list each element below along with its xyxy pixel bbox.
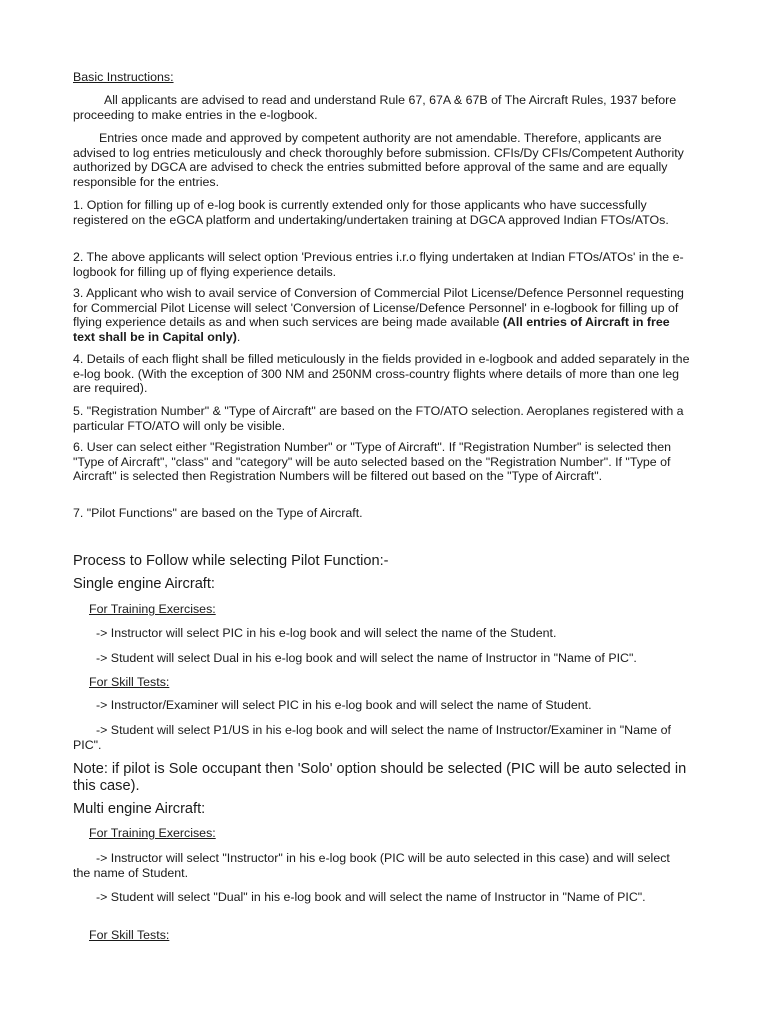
multi-skill-heading: For Skill Tests: bbox=[89, 928, 170, 942]
multi-engine-heading: Multi engine Aircraft: bbox=[73, 801, 206, 817]
instruction-item-6: 6. User can select either "Registration Number" or "Type of Aircraft". If "Registration Number" is selected then "Type of Aircraft", "class" and "category" will be auto selected based on the "Registration Number". If "Type of Aircraft" is selected then Registration Numbers will be filtered out based on the "Type of Aircraft". bbox=[73, 440, 671, 484]
multi-training-heading: For Training Exercises: bbox=[89, 826, 216, 840]
single-skill-student: -> Student will select P1/US in his e-log book and will select the name of Instructor/Examiner in "Name of PIC". bbox=[73, 723, 671, 752]
multi-training-instructor: -> Instructor will select "Instructor" in his e-log book (PIC will be auto selected in this case) and will select the name of Student. bbox=[73, 851, 670, 880]
instruction-item-5: 5. "Registration Number" & "Type of Aircraft" are based on the FTO/ATO selection. Aeroplanes registered with a particular FTO/ATO will only be visible. bbox=[73, 404, 684, 433]
basic-instructions-heading: Basic Instructions: bbox=[73, 70, 174, 84]
instruction-item-1: 1. Option for filling up of e-log book is currently extended only for those applicants who have successfully registered on the eGCA platform and undertaking/undertaken training at DGCA approved Indian FTOs/ATOs. bbox=[73, 198, 669, 227]
instruction-item-3-text: 3. Applicant who wish to avail service of Conversion of Commercial Pilot License/Defence Personnel requesting for Commercial Pilot License will select 'Conversion of License/Defence Personnel' in e-logbook for filling up of flying experience details as and when such services are being made available bbox=[73, 286, 684, 330]
solo-note: Note: if pilot is Sole occupant then 'Solo' option should be selected (PIC will be auto selected in this case). bbox=[73, 761, 687, 794]
single-training-student: -> Student will select Dual in his e-log book and will select the name of Instructor in "Name of PIC". bbox=[96, 651, 637, 665]
instruction-item-4: 4. Details of each flight shall be filled meticulously in the fields provided in e-logbook and added separately in the e-log book. (With the exception of 300 NM and 250NM cross-country flights where details of more than one leg are required). bbox=[73, 352, 690, 396]
instruction-item-3 bbox=[73, 286, 695, 344]
single-training-heading: For Training Exercises: bbox=[89, 602, 216, 616]
single-training-instructor: -> Instructor will select PIC in his e-log book and will select the name of the Student. bbox=[96, 626, 557, 640]
instruction-item-3-bold-note: (All entries of Aircraft in free text shall be in Capital only) bbox=[73, 315, 670, 344]
instruction-item-7: 7. "Pilot Functions" are based on the Type of Aircraft. bbox=[73, 506, 363, 520]
instruction-item-2: 2. The above applicants will select option 'Previous entries i.r.o flying undertaken at Indian FTOs/ATOs' in the e-logbook for filling up of flying experience details. bbox=[73, 250, 684, 279]
intro-paragraph-2: Entries once made and approved by competent authority are not amendable. Therefore, applicants are advised to log entries meticulously and check thoroughly before submission. CFIs/Dy CFIs/Competent Authority authorized by DGCA are advised to check the entries submitted before approval of the same and are equally responsible for the entries. bbox=[73, 131, 684, 189]
intro-paragraph-1: All applicants are advised to read and understand Rule 67, 67A & 67B of The Aircraft Rules, 1937 before proceeding to make entries in the e-logbook. bbox=[73, 93, 677, 122]
process-heading: Process to Follow while selecting Pilot Function:- bbox=[73, 553, 389, 569]
single-engine-heading: Single engine Aircraft: bbox=[73, 576, 215, 592]
single-skill-heading: For Skill Tests: bbox=[89, 675, 170, 689]
single-skill-instructor: -> Instructor/Examiner will select PIC in his e-log book and will select the name of Student. bbox=[96, 698, 592, 712]
instruction-item-3-end: . bbox=[236, 329, 241, 344]
multi-training-student: -> Student will select "Dual" in his e-log book and will select the name of Instructor in "Name of PIC". bbox=[96, 890, 646, 904]
